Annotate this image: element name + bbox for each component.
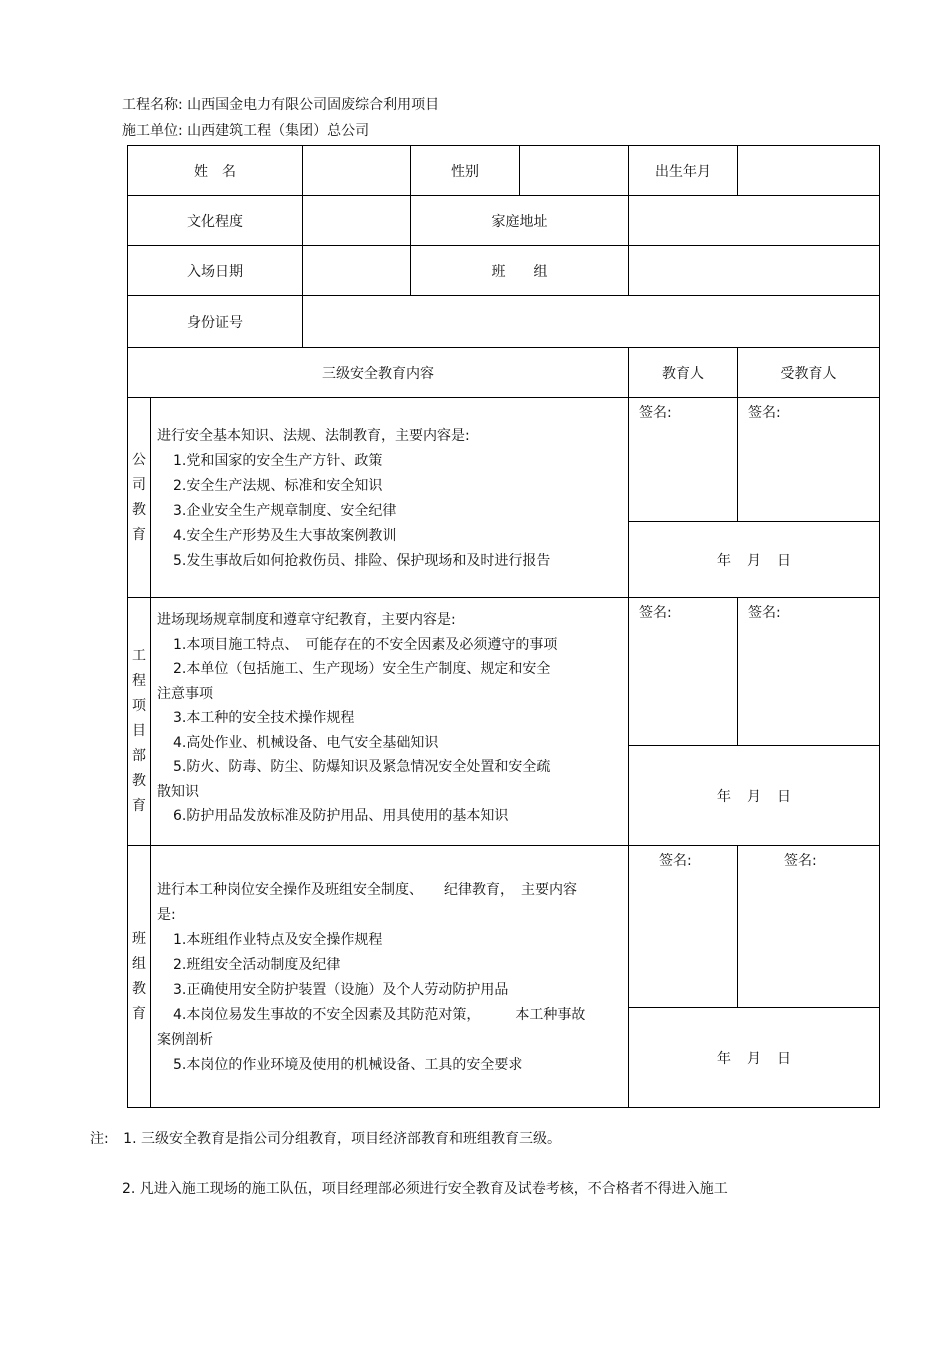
team-educator-signature[interactable]: 签名: [629,846,738,1008]
project-name-line [122,94,439,114]
note-prefix: 注: [90,1131,109,1147]
list-item: 注意事项 [157,685,213,702]
edu-content-header: 三级安全教育内容 [128,348,629,398]
note-2: 2. 凡进入施工现场的施工队伍，项目经理部必须进行安全教育及试卷考核，不合格者不得进入施工 [122,1181,728,1197]
list-item: 6.防护用品发放标准及防护用品、用具使用的基本知识 [173,808,509,824]
project-name-label: 工程名称: [122,97,183,113]
list-item: 4.安全生产形势及生大事故案例教训 [173,528,397,544]
list-item: 散知识 [157,783,199,800]
company-educator-signature[interactable]: 签名: [629,398,738,522]
gender-field[interactable] [520,146,629,196]
company-educated-signature[interactable]: 签名: [738,398,880,522]
name-field[interactable] [303,146,411,196]
gender-label: 性别 [411,146,520,196]
list-item: 2.安全生产法规、标准和安全知识 [173,478,383,494]
entry-date-field[interactable] [303,246,411,296]
id-field[interactable] [303,296,880,348]
list-item: 案例剖析 [157,1032,213,1048]
id-label: 身份证号 [128,296,303,348]
team-education-content: 进行本工种岗位安全操作及班组安全制度、 纪律教育， 主要内容 是: 1.本班组作业特点及安全操作规程 2.班组安全活动制度及纪律 3.正确使用安全防护装置（设施）及个人劳动防护用品 4.本岗位易发生事故的不安全因素及其防范对策， 本工种事故 案例剖析 5.本岗位的作业环境及使用的机械设备、工具的安全要求 [151,846,629,1108]
project-education-label: 工 程 项 目 部 教 育 [128,598,151,846]
team-educated-signature[interactable]: 签名: [738,846,880,1008]
list-item: 1.本项目施工特点、 可能存在的不安全因素及必须遵守的事项 [173,636,558,653]
list-item: 1.党和国家的安全生产方针、政策 [173,453,383,469]
education-label: 文化程度 [128,196,303,246]
birth-field[interactable] [738,146,880,196]
entry-date-label: 入场日期 [128,246,303,296]
address-field[interactable] [629,196,880,246]
team-field[interactable] [629,246,880,296]
list-item: 4.本岗位易发生事故的不安全因素及其防范对策， 本工种事故 [173,1007,586,1023]
project-educated-signature[interactable]: 签名: [738,598,880,746]
list-item: 5.发生事故后如何抢救伤员、排险、保护现场和及时进行报告 [173,553,551,569]
educator-header: 教育人 [629,348,738,398]
company-education-content: 进行安全基本知识、法规、法制教育，主要内容是: 1.党和国家的安全生产方针、政策 2.安全生产法规、标准和安全知识 3.企业安全生产规章制度、安全纪律 4.安全生产形势及生大事故案例教训 5.发生事故后如何抢救伤员、排险、保护现场和及时进行报告 [151,398,629,598]
project-education-date[interactable]: 年 月 日 [629,746,880,846]
project-name-value: 山西国金电力有限公司固废综合利用项目 [187,97,440,113]
team-education-date[interactable]: 年 月 日 [629,1008,880,1108]
list-item: 3.正确使用安全防护装置（设施）及个人劳动防护用品 [173,982,509,998]
construction-unit-label: 施工单位: [122,123,183,139]
address-label: 家庭地址 [411,196,629,246]
safety-education-form [127,145,880,1108]
construction-unit-value: 山西建筑工程（集团）总公司 [187,123,370,139]
list-item: 3.本工种的安全技术操作规程 [173,710,355,726]
note-1 [90,1128,561,1148]
list-item: 4.高处作业、机械设备、电气安全基础知识 [173,734,439,751]
company-education-date[interactable]: 年 月 日 [629,522,880,598]
list-item: 5.本岗位的作业环境及使用的机械设备、工具的安全要求 [173,1057,523,1073]
team-education-label: 班 组 教 育 [128,846,151,1108]
project-education-content: 进场现场规章制度和遵章守纪教育，主要内容是: 1.本项目施工特点、 可能存在的不安全因素及必须遵守的事项 2.本单位（包括施工、生产现场）安全生产制度、规定和安全 注意事项 3.本工种的安全技术操作规程 4.高处作业、机械设备、电气安全基础知识 5.防火、防毒、防尘、防爆知识及紧急情况安全处置和安全疏 散知识 6.防护用品发放标准及防护用品、用具使用的基本知识 [151,598,629,846]
education-field[interactable] [303,196,411,246]
list-item: 5.防火、防毒、防尘、防爆知识及紧急情况安全处置和安全疏 [173,759,551,775]
list-item: 2.班组安全活动制度及纪律 [173,957,341,973]
name-label: 姓 名 [128,146,303,196]
educated-header: 受教育人 [738,348,880,398]
list-item: 1.本班组作业特点及安全操作规程 [173,932,383,948]
list-item: 3.企业安全生产规章制度、安全纪律 [173,503,397,519]
birth-label: 出生年月 [629,146,738,196]
company-education-label: 公 司 教 育 [128,398,151,598]
construction-unit-line [122,120,369,140]
note-1-text: 1. 三级安全教育是指公司分组教育，项目经济部教育和班组教育三级。 [123,1131,561,1147]
project-educator-signature[interactable]: 签名: [629,598,738,746]
team-label: 班 组 [411,246,629,296]
list-item: 2.本单位（包括施工、生产现场）安全生产制度、规定和安全 [173,661,551,677]
